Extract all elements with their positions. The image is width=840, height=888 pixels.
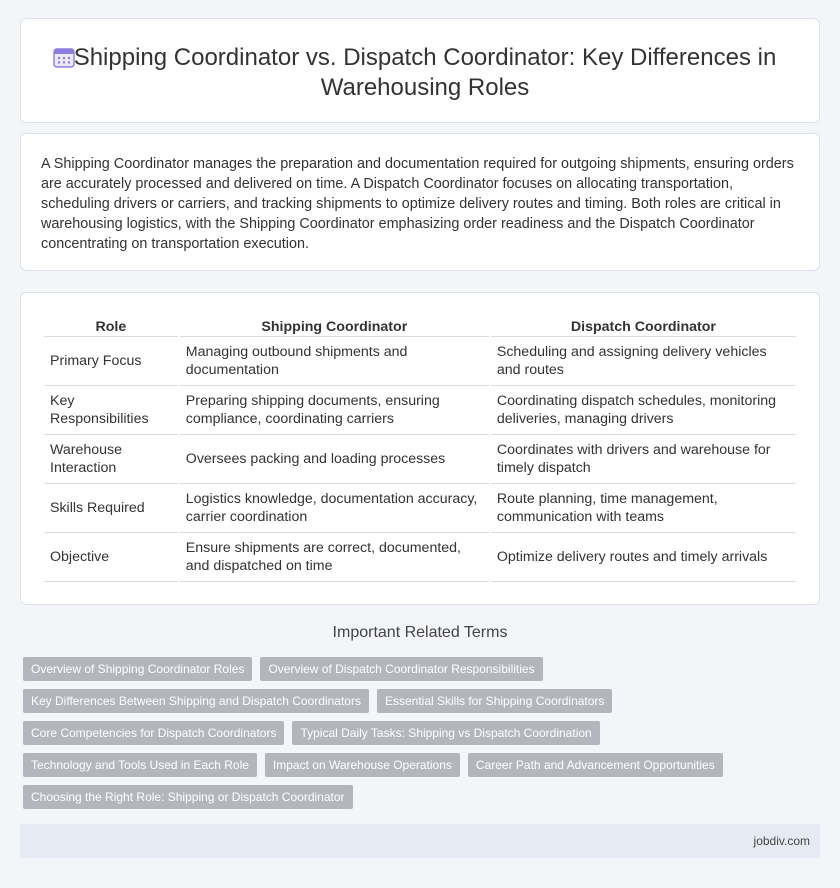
table-cell: Route planning, time management, communication with teams bbox=[491, 484, 796, 533]
table-cell: Coordinates with drivers and warehouse for timely dispatch bbox=[491, 435, 796, 484]
intro-paragraph: A Shipping Coordinator manages the preparation and documentation required for outgoing shipments, ensuring orders are accurately processed and delivered on time. A Dispatch Coordinator focuses on allocating transportation, scheduling drivers or carriers, and tracking shipments to optimize delivery routes and timing. Both roles are critical in warehousing logistics, with the Shipping Coordinator emphasizing order readiness and the Dispatch Coordinator concentrating on transportation execution. bbox=[41, 156, 794, 252]
table-cell: Coordinating dispatch schedules, monitoring deliveries, managing drivers bbox=[491, 386, 796, 435]
table-cell: Objective bbox=[44, 533, 178, 582]
table-cell: Warehouse Interaction bbox=[44, 435, 178, 484]
column-header: Dispatch Coordinator bbox=[491, 315, 796, 337]
related-term-link[interactable]: Technology and Tools Used in Each Role bbox=[23, 753, 257, 777]
related-terms-list bbox=[23, 657, 715, 817]
related-terms-heading: Important Related Terms bbox=[332, 624, 508, 641]
site-link[interactable]: jobdiv.com bbox=[753, 834, 810, 848]
table-header-row bbox=[44, 315, 796, 337]
table-cell: Key Responsibilities bbox=[44, 386, 178, 435]
table-cell: Ensure shipments are correct, documented, and dispatched on time bbox=[180, 533, 489, 582]
related-term-link[interactable]: Impact on Warehouse Operations bbox=[265, 753, 460, 777]
related-term-link[interactable]: Key Differences Between Shipping and Dispatch Coordinators bbox=[23, 689, 369, 713]
comparison-card bbox=[20, 292, 820, 605]
table-row bbox=[44, 533, 796, 582]
table-row bbox=[44, 337, 796, 386]
related-term-link[interactable]: Overview of Shipping Coordinator Roles bbox=[23, 657, 252, 681]
related-term-link[interactable]: Choosing the Right Role: Shipping or Dispatch Coordinator bbox=[23, 785, 353, 809]
related-term-link[interactable]: Essential Skills for Shipping Coordinators bbox=[377, 689, 612, 713]
table-cell: Primary Focus bbox=[44, 337, 178, 386]
table-row bbox=[44, 386, 796, 435]
table-cell: Oversees packing and loading processes bbox=[180, 435, 489, 484]
comparison-table bbox=[42, 315, 798, 582]
related-term-link[interactable]: Career Path and Advancement Opportunities bbox=[468, 753, 723, 777]
related-term-link[interactable]: Core Competencies for Dispatch Coordinators bbox=[23, 721, 284, 745]
table-cell: Optimize delivery routes and timely arrivals bbox=[491, 533, 796, 582]
page-title: Shipping Coordinator vs. Dispatch Coordinator: Key Differences in Warehousing Roles bbox=[73, 44, 777, 101]
table-cell: Skills Required bbox=[44, 484, 178, 533]
table-cell: Managing outbound shipments and documentation bbox=[180, 337, 489, 386]
footer bbox=[20, 824, 820, 858]
table-cell: Scheduling and assigning delivery vehicles and routes bbox=[491, 337, 796, 386]
table-cell: Logistics knowledge, documentation accuracy, carrier coordination bbox=[180, 484, 489, 533]
table-row bbox=[44, 435, 796, 484]
related-term-link[interactable]: Overview of Dispatch Coordinator Responsibilities bbox=[260, 657, 542, 681]
column-header: Role bbox=[44, 315, 178, 337]
intro-card bbox=[20, 133, 820, 271]
table-row bbox=[44, 484, 796, 533]
column-header: Shipping Coordinator bbox=[180, 315, 489, 337]
header-card bbox=[20, 18, 820, 123]
related-term-link[interactable]: Typical Daily Tasks: Shipping vs Dispatch Coordination bbox=[292, 721, 599, 745]
table-cell: Preparing shipping documents, ensuring compliance, coordinating carriers bbox=[180, 386, 489, 435]
